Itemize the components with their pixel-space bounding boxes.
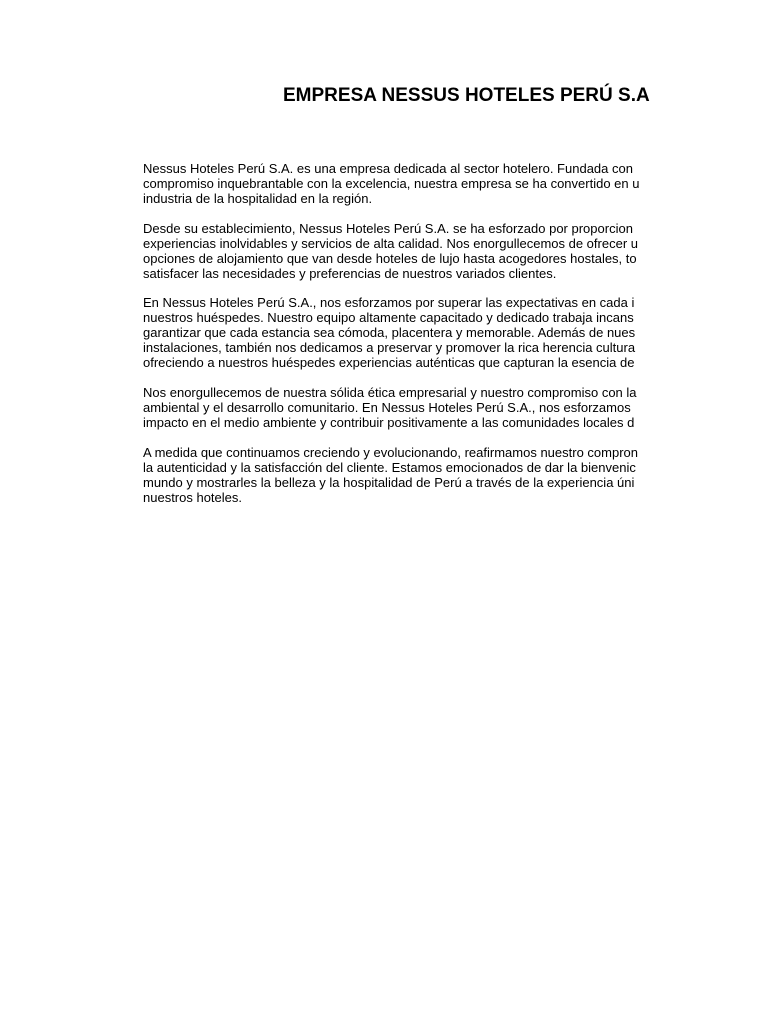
- paragraph-line: garantizar que cada estancia sea cómoda, placentera y memorable. Además de nues: [143, 325, 636, 340]
- paragraph-line: experiencias inolvidables y servicios de alta calidad. Nos enorgullecemos de ofrecer u: [143, 236, 638, 251]
- paragraph-line: nuestros huéspedes. Nuestro equipo altamente capacitado y dedicado trabaja incans: [143, 310, 634, 325]
- paragraph-line: Desde su establecimiento, Nessus Hoteles Perú S.A. se ha esforzado por proporcion: [143, 221, 633, 236]
- paragraph-line: mundo y mostrarles la belleza y la hospitalidad de Perú a través de la experiencia úni: [143, 475, 635, 490]
- paragraph-line: ambiental y el desarrollo comunitario. En Nessus Hoteles Perú S.A., nos esforzamos: [143, 400, 631, 415]
- paragraph-line: impacto en el medio ambiente y contribuir positivamente a las comunidades locales d: [143, 415, 635, 430]
- paragraph-line: instalaciones, también nos dedicamos a preservar y promover la rica herencia cultura: [143, 340, 636, 355]
- paragraph-line: opciones de alojamiento que van desde hoteles de lujo hasta acogedores hostales, to: [143, 251, 637, 266]
- paragraph-line: En Nessus Hoteles Perú S.A., nos esforzamos por superar las expectativas en cada i: [143, 295, 635, 310]
- paragraph-line: nuestros hoteles.: [143, 490, 243, 505]
- paragraph-line: A medida que continuamos creciendo y evolucionando, reafirmamos nuestro compron: [143, 445, 638, 460]
- paragraph-line: satisfacer las necesidades y preferencias de nuestros variados clientes.: [143, 266, 557, 281]
- paragraph-commitment: [143, 445, 638, 505]
- paragraph-intro: [143, 161, 639, 206]
- paragraph-line: Nos enorgullecemos de nuestra sólida ética empresarial y nuestro compromiso con la: [143, 385, 637, 400]
- paragraph-history: [143, 221, 638, 281]
- paragraph-line: compromiso inquebrantable con la excelencia, nuestra empresa se ha convertido en u: [143, 176, 640, 191]
- paragraph-line: ofreciendo a nuestros huéspedes experiencias auténticas que capturan la esencia de: [143, 355, 635, 370]
- document-title: EMPRESA NESSUS HOTELES PERÚ S.A: [283, 85, 650, 106]
- paragraph-line: Nessus Hoteles Perú S.A. es una empresa dedicada al sector hotelero. Fundada con: [143, 161, 633, 176]
- paragraph-ethics: [143, 385, 637, 430]
- paragraph-line: la autenticidad y la satisfacción del cliente. Estamos emocionados de dar la bienvenic: [143, 460, 636, 475]
- paragraph-service: [143, 295, 635, 370]
- paragraph-line: industria de la hospitalidad en la región.: [143, 191, 373, 206]
